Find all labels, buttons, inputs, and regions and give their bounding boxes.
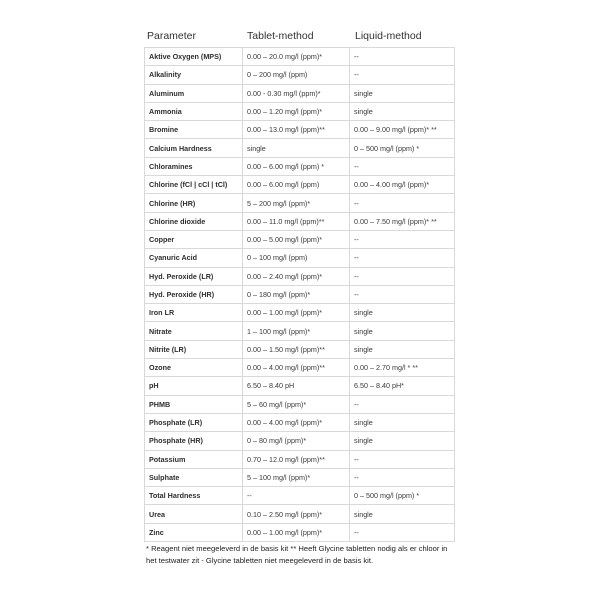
cell-liquid-method: -- bbox=[350, 395, 455, 413]
table-row bbox=[145, 359, 455, 377]
cell-liquid-method: 0.00 – 2.70 mg/l * ** bbox=[350, 359, 455, 377]
table-row bbox=[145, 157, 455, 175]
cell-parameter: Aluminum bbox=[145, 84, 243, 102]
cell-parameter: Zinc bbox=[145, 523, 243, 541]
cell-liquid-method: single bbox=[350, 413, 455, 431]
cell-liquid-method: single bbox=[350, 304, 455, 322]
header-liquid-method: Liquid-method bbox=[355, 29, 422, 42]
cell-parameter: Calcium Hardness bbox=[145, 139, 243, 157]
cell-liquid-method: single bbox=[350, 84, 455, 102]
table-row bbox=[145, 121, 455, 139]
cell-liquid-method: -- bbox=[350, 157, 455, 175]
cell-liquid-method: 0 – 500 mg/l (ppm) * bbox=[350, 139, 455, 157]
table-row bbox=[145, 212, 455, 230]
cell-parameter: Hyd. Peroxide (HR) bbox=[145, 285, 243, 303]
cell-tablet-method: single bbox=[243, 139, 350, 157]
footnote-line-2: het testwater zit - Glycine tabletten niet meegeleverd in de basis kit. bbox=[146, 556, 374, 565]
table-row bbox=[145, 285, 455, 303]
cell-tablet-method: 0.00 – 5.00 mg/l (ppm)* bbox=[243, 230, 350, 248]
cell-tablet-method: 1 – 100 mg/l (ppm)* bbox=[243, 322, 350, 340]
cell-tablet-method: 0.00 – 4.00 mg/l (ppm)** bbox=[243, 359, 350, 377]
cell-parameter: Total Hardness bbox=[145, 487, 243, 505]
cell-tablet-method: 0.00 - 0.30 mg/l (ppm)* bbox=[243, 84, 350, 102]
cell-parameter: Chlorine dioxide bbox=[145, 212, 243, 230]
cell-parameter: Iron LR bbox=[145, 304, 243, 322]
cell-parameter: Urea bbox=[145, 505, 243, 523]
cell-liquid-method: 0.00 – 9.00 mg/l (ppm)* ** bbox=[350, 121, 455, 139]
table-row bbox=[145, 450, 455, 468]
parameter-table bbox=[144, 47, 455, 542]
table-row bbox=[145, 395, 455, 413]
cell-parameter: Ozone bbox=[145, 359, 243, 377]
table-row bbox=[145, 230, 455, 248]
table-row bbox=[145, 413, 455, 431]
cell-parameter: pH bbox=[145, 377, 243, 395]
cell-parameter: Ammonia bbox=[145, 102, 243, 120]
cell-tablet-method: 0 – 200 mg/l (ppm) bbox=[243, 66, 350, 84]
cell-parameter: Nitrite (LR) bbox=[145, 340, 243, 358]
cell-liquid-method: single bbox=[350, 322, 455, 340]
cell-tablet-method: 0 – 100 mg/l (ppm) bbox=[243, 249, 350, 267]
cell-tablet-method: 0.00 – 6.00 mg/l (ppm) bbox=[243, 176, 350, 194]
header-parameter: Parameter bbox=[147, 29, 197, 42]
cell-parameter: Phosphate (HR) bbox=[145, 432, 243, 450]
header-tablet-method: Tablet-method bbox=[247, 29, 314, 42]
cell-liquid-method: -- bbox=[350, 267, 455, 285]
cell-tablet-method: 0.00 – 4.00 mg/l (ppm)* bbox=[243, 413, 350, 431]
cell-liquid-method: single bbox=[350, 102, 455, 120]
cell-parameter: Phosphate (LR) bbox=[145, 413, 243, 431]
cell-tablet-method: 0.10 – 2.50 mg/l (ppm)* bbox=[243, 505, 350, 523]
cell-liquid-method: single bbox=[350, 340, 455, 358]
cell-parameter: Chloramines bbox=[145, 157, 243, 175]
table-row bbox=[145, 340, 455, 358]
table-row bbox=[145, 523, 455, 541]
cell-parameter: Alkalinity bbox=[145, 66, 243, 84]
cell-tablet-method: 0.00 – 1.00 mg/l (ppm)* bbox=[243, 523, 350, 541]
cell-parameter: Aktive Oxygen (MPS) bbox=[145, 48, 243, 66]
cell-tablet-method: 0 – 80 mg/l (ppm)* bbox=[243, 432, 350, 450]
cell-parameter: Hyd. Peroxide (LR) bbox=[145, 267, 243, 285]
table-row bbox=[145, 249, 455, 267]
cell-liquid-method: -- bbox=[350, 48, 455, 66]
cell-parameter: Bromine bbox=[145, 121, 243, 139]
cell-tablet-method: 5 – 200 mg/l (ppm)* bbox=[243, 194, 350, 212]
table-row bbox=[145, 377, 455, 395]
cell-parameter: Copper bbox=[145, 230, 243, 248]
table-row bbox=[145, 432, 455, 450]
cell-tablet-method: 5 – 60 mg/l (ppm)* bbox=[243, 395, 350, 413]
cell-liquid-method: single bbox=[350, 505, 455, 523]
cell-parameter: PHMB bbox=[145, 395, 243, 413]
cell-liquid-method: 0.00 – 7.50 mg/l (ppm)* ** bbox=[350, 212, 455, 230]
table-row bbox=[145, 139, 455, 157]
cell-liquid-method: 6.50 – 8.40 pH* bbox=[350, 377, 455, 395]
cell-tablet-method: 0.70 – 12.0 mg/l (ppm)** bbox=[243, 450, 350, 468]
cell-tablet-method: -- bbox=[243, 487, 350, 505]
table-row bbox=[145, 322, 455, 340]
parameter-table-container bbox=[144, 24, 456, 542]
table-row bbox=[145, 468, 455, 486]
table-row bbox=[145, 505, 455, 523]
table-row bbox=[145, 176, 455, 194]
table-row bbox=[145, 304, 455, 322]
cell-parameter: Chlorine (HR) bbox=[145, 194, 243, 212]
cell-tablet-method: 6.50 – 8.40 pH bbox=[243, 377, 350, 395]
cell-liquid-method: 0 – 500 mg/l (ppm) * bbox=[350, 487, 455, 505]
cell-tablet-method: 0 – 180 mg/l (ppm)* bbox=[243, 285, 350, 303]
cell-parameter: Potassium bbox=[145, 450, 243, 468]
cell-liquid-method: -- bbox=[350, 230, 455, 248]
cell-parameter: Sulphate bbox=[145, 468, 243, 486]
cell-liquid-method: -- bbox=[350, 468, 455, 486]
cell-tablet-method: 5 – 100 mg/l (ppm)* bbox=[243, 468, 350, 486]
table-row bbox=[145, 66, 455, 84]
footnote bbox=[146, 543, 458, 567]
cell-liquid-method: -- bbox=[350, 285, 455, 303]
cell-liquid-method: single bbox=[350, 432, 455, 450]
cell-tablet-method: 0.00 – 1.20 mg/l (ppm)* bbox=[243, 102, 350, 120]
table-header bbox=[144, 24, 456, 47]
cell-tablet-method: 0.00 – 1.50 mg/l (ppm)** bbox=[243, 340, 350, 358]
cell-liquid-method: -- bbox=[350, 450, 455, 468]
cell-parameter: Nitrate bbox=[145, 322, 243, 340]
cell-liquid-method: 0.00 – 4.00 mg/l (ppm)* bbox=[350, 176, 455, 194]
table-body bbox=[145, 48, 455, 542]
cell-liquid-method: -- bbox=[350, 249, 455, 267]
table-row bbox=[145, 194, 455, 212]
cell-tablet-method: 0.00 – 2.40 mg/l (ppm)* bbox=[243, 267, 350, 285]
table-row bbox=[145, 487, 455, 505]
cell-tablet-method: 0.00 – 11.0 mg/l (ppm)** bbox=[243, 212, 350, 230]
table-row bbox=[145, 267, 455, 285]
cell-liquid-method: -- bbox=[350, 523, 455, 541]
footnote-line-1: * Reagent niet meegeleverd in de basis kit ** Heeft Glycine tabletten nodig als er chloor in bbox=[146, 544, 448, 553]
cell-tablet-method: 0.00 – 13.0 mg/l (ppm)** bbox=[243, 121, 350, 139]
table-row bbox=[145, 84, 455, 102]
cell-parameter: Chlorine (fCl | cCl | tCl) bbox=[145, 176, 243, 194]
cell-tablet-method: 0.00 – 20.0 mg/l (ppm)* bbox=[243, 48, 350, 66]
cell-liquid-method: -- bbox=[350, 66, 455, 84]
table-row bbox=[145, 102, 455, 120]
cell-tablet-method: 0.00 – 6.00 mg/l (ppm) * bbox=[243, 157, 350, 175]
table-row bbox=[145, 48, 455, 66]
cell-tablet-method: 0.00 – 1.00 mg/l (ppm)* bbox=[243, 304, 350, 322]
cell-liquid-method: -- bbox=[350, 194, 455, 212]
cell-parameter: Cyanuric Acid bbox=[145, 249, 243, 267]
